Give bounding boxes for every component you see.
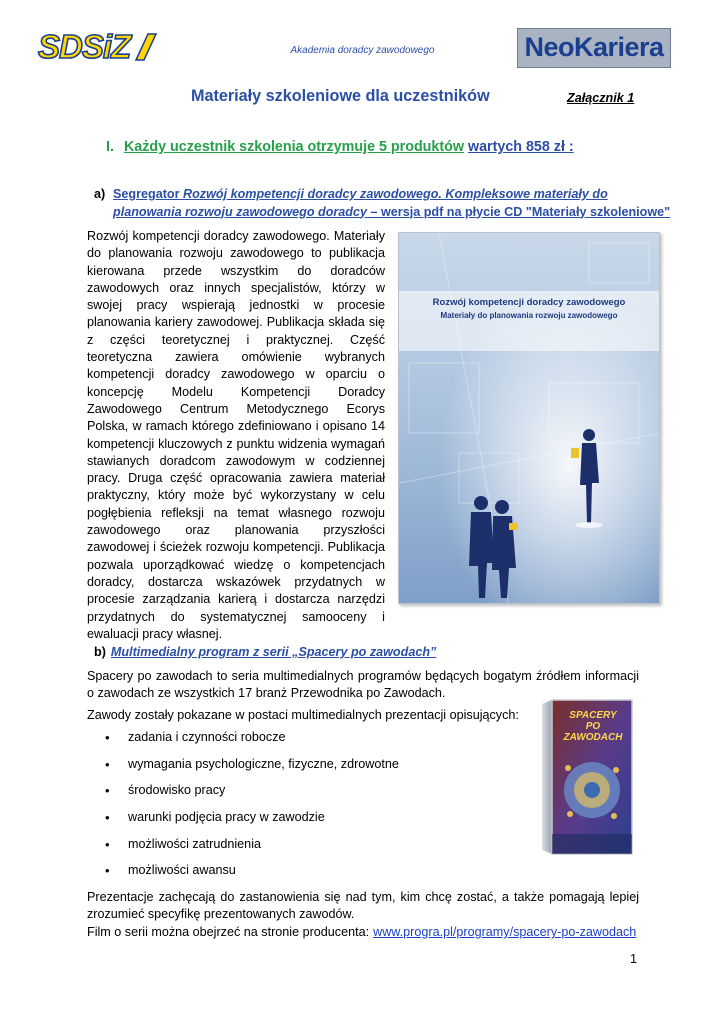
item-b-link-line: [87, 924, 639, 941]
neokariera-logo-text: NeoKariera: [524, 32, 664, 63]
dvd-box-image: [540, 698, 636, 858]
attachment-label: Załącznik 1: [567, 91, 635, 105]
dvd-title-line-3: ZAWODACH: [563, 732, 623, 743]
book-cover-title: Rozwój kompetencji doradcy zawodowego: [432, 297, 626, 308]
item-a-label: a): [94, 187, 106, 201]
list-item: • zadania i czynności robocze: [100, 729, 520, 756]
item-b-label: b): [94, 645, 106, 659]
item-a-description-text: Rozwój kompetencji doradcy zawodowego. Materiały do planowania rozwoju zawodowego to publikacja kierowana przede wszystkim do doradców zawodowych oraz innych specjalistów, którzy w swojej pracy wspierają jednostki w procesie planowania kariery zawodowej. Publikacja składa się z części teoretycznej i praktycznej. Część teoretyczna zawiera omówienie wybranych kompetencji doradcy zawodowego w oparciu o koncepcję Modelu Kompetencji Doradcy Zawodowego Centrum Metodycznego Ecorys Polska, w ramach którego zdefiniowano i opisano 14 kompetencji kluczowych z punktu widzenia wymagań stawianych doradcom zawodowym w codziennej pracy. Druga część opracowania zawiera materiał praktyczny, który może być wykorzystany w celu pogłębienia refleksji na temat własnego rozwoju zawodowego oraz planowania przyszłości zawodowej i ścieżek rozwoju kompetencji. Publikacja pozwala uporządkować wiedzę o kompetencjach doradcy, dostarcza wskazówek przydatnych w procesie zarządzania karierą i dostarcza narzędzi przydatnych do systematycznej samooceny i ewaluacji pracy własnej.: [87, 229, 385, 641]
book-cover-illustration: [399, 233, 660, 604]
producer-link[interactable]: www.progra.pl/programy/spacery-po-zawodach: [373, 925, 637, 939]
item-a-description: [87, 228, 385, 643]
dvd-title-line-1: SPACERY: [569, 710, 617, 721]
dvd-title: [554, 710, 632, 743]
item-a-title: [113, 186, 673, 221]
feature-list: [100, 729, 520, 889]
list-item: • wymagania psychologiczne, fizyczne, zdrowotne: [100, 756, 520, 783]
book-cover-image: [398, 232, 660, 604]
page-title: Materiały szkoleniowe dla uczestników: [191, 87, 490, 105]
list-item: • możliwości zatrudnienia: [100, 836, 520, 863]
item-a-title-italic-2: planowania rozwoju zawodowego doradcy: [113, 204, 367, 219]
item-b-title: Multimedialny program z serii „Spacery po zawodach”: [110, 645, 437, 659]
item-a-title-italic-1: Rozwój kompetencji doradcy zawodowego. Kompleksowe materiały do: [183, 187, 608, 201]
section-heading-blue: wartych 858 zł :: [467, 139, 574, 155]
item-b-link-intro: Film o serii można obejrzeć na stronie producenta:: [87, 925, 370, 939]
item-a-title-start: Segregator: [113, 187, 183, 201]
list-item: • warunki podjęcia pracy w zawodzie: [100, 809, 520, 836]
section-heading-green: Każdy uczestnik szkolenia otrzymuje 5 produktów: [123, 139, 464, 155]
section-number: I.: [106, 139, 114, 155]
neokariera-logo: [517, 28, 671, 68]
sdsiz-logo-text: SDSiZ: [38, 28, 131, 65]
section-heading: [106, 138, 574, 156]
item-b-list-intro: Zawody zostały pokazane w postaci multimedialnych prezentacji opisujących:: [87, 708, 519, 722]
book-cover-subtitle: Materiały do planowania rozwoju zawodowego: [440, 311, 618, 320]
list-item: • środowisko pracy: [100, 782, 520, 809]
item-a-title-end: – wersja pdf na płycie CD "Materiały szkoleniowe": [367, 204, 671, 219]
item-b-heading: [94, 644, 436, 661]
header-tagline: Akademia doradcy zawodowego: [290, 45, 435, 56]
item-b-intro: Spacery po zawodach to seria multimedialnych programów będących bogatym źródłem informacji o zawodach ze wszystkich 17 branż Przewodnika po Zawodach.: [87, 669, 639, 701]
page-number: 1: [630, 952, 638, 966]
item-b-summary: Prezentacje zachęcają do zastanowienia się nad tym, kim chcę zostać, a także pomagają lepiej zrozumieć specyfikę prezentowanych zawodów.: [87, 890, 639, 922]
list-item: • możliwości awansu: [100, 862, 520, 889]
dvd-title-line-2: PO: [585, 721, 601, 732]
